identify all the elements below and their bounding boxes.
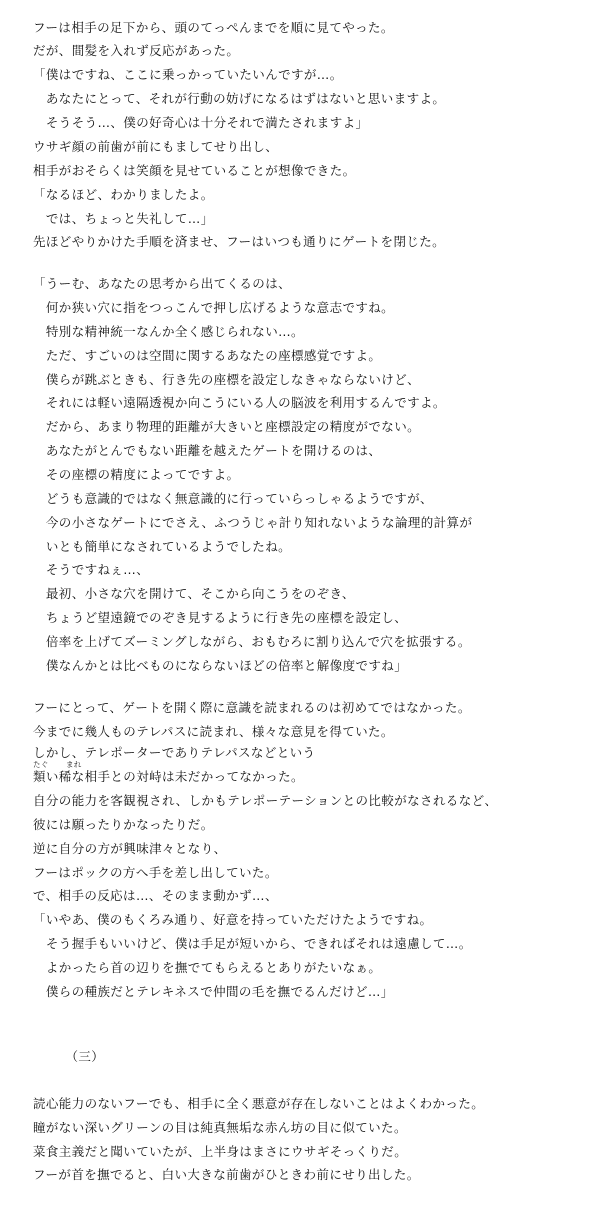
text-line: どうも意識的ではなく無意識的に行っていらっしゃるようですが、 bbox=[33, 491, 433, 506]
text-line: あなたにとって、それが行動の妨げになるはずはないと思いますよ。 bbox=[33, 91, 446, 106]
text-line: フーにとって、ゲートを開く際に意識を読まれるのは初めてではなかった。 bbox=[33, 700, 471, 715]
text-line: 「なるほど、わかりましたよ。 bbox=[33, 187, 214, 202]
text-line: あなたがとんでもない距離を越えたゲートを開けるのは、 bbox=[33, 443, 382, 458]
text-line: 何か狭い穴に指をつっこんで押し広げるような意志ですね。 bbox=[33, 300, 395, 315]
text-line: で、相手の反応は…、そのまま動かず…、 bbox=[33, 888, 278, 903]
text-line: 僕らの種族だとテレキネスで仲間の毛を撫でるんだけど…」 bbox=[33, 984, 394, 999]
text-line: 倍率を上げてズーミングしながら、おもむろに割り込んで穴を拡張する。 bbox=[33, 634, 471, 649]
text-line: 彼には願ったりかなったりだ。 bbox=[33, 817, 214, 832]
text-line: 菜食主義だと聞いていたが、上半身はまさにウサギそっくりだ。 bbox=[33, 1144, 408, 1159]
text-line: その座標の精度によってですよ。 bbox=[33, 467, 240, 482]
text-line: フーは相手の足下から、頭のてっぺんまでを順に見てやった。 bbox=[33, 20, 394, 35]
text-line: 今までに幾人ものテレパスに読まれ、様々な意見を得ていた。 bbox=[33, 724, 394, 739]
text-line: 逆に自分の方が興味津々となり、 bbox=[33, 841, 227, 856]
ruby-annotation: まれ bbox=[66, 760, 82, 769]
text-line: そうそう…、僕の好奇心は十分それで満たされますよ」 bbox=[33, 115, 369, 130]
text-line: そうですねぇ…、 bbox=[33, 562, 150, 577]
text-line: しかし、テレポーターでありテレパスなどという bbox=[33, 745, 316, 760]
text-line: 瞳がない深いグリーンの目は純真無垢な赤ん坊の目に似ていた。 bbox=[33, 1120, 407, 1135]
text-line: 「僕はですね、ここに乗っかっていたいんですが…。 bbox=[33, 67, 343, 82]
text-line: だから、あまり物理的距離が大きいと座標設定の精度がでない。 bbox=[33, 419, 421, 434]
text-line: そう握手もいいけど、僕は手足が短いから、できればそれは遠慮して…。 bbox=[33, 936, 472, 951]
text-line: では、ちょっと失礼して…」 bbox=[33, 211, 214, 226]
text-line: フーが首を撫でると、白い大きな前歯がひときわ前にせり出した。 bbox=[33, 1167, 420, 1182]
text-line: 「いやあ、僕のもくろみ通り、好意を持っていただけたようですね。 bbox=[33, 912, 433, 927]
text-line: 僕なんかとは比べものにならないほどの倍率と解像度ですね」 bbox=[33, 658, 408, 673]
text-line: 読心能力のないフーでも、相手に全く悪意が存在しないことはよくわかった。 bbox=[33, 1096, 485, 1111]
text-line: ただ、すごいのは空間に関するあなたの座標感覚ですよ。 bbox=[33, 348, 382, 363]
text-line: ウサギ顔の前歯が前にもましてせり出し、 bbox=[33, 139, 279, 154]
text-line: フーはポックの方へ手を差し出していた。 bbox=[33, 865, 278, 880]
text-line: ちょうど望遠鏡でのぞき見するように行き先の座標を設定し、 bbox=[33, 610, 408, 625]
text-line: 今の小さなゲートにでさえ、ふつうじゃ計り知れないような論理的計算が bbox=[33, 515, 473, 530]
text-line: 相手がおそらくは笑顔を見せていることが想像できた。 bbox=[33, 163, 356, 178]
text-line: 最初、小さな穴を開けて、そこから向こうをのぞき、 bbox=[33, 586, 355, 601]
text-line: 「うーむ、あなたの思考から出てくるのは、 bbox=[33, 276, 292, 291]
text-line: 僕らが跳ぶときも、行き先の座標を設定しなきゃならないけど、 bbox=[33, 372, 421, 387]
text-line: 特別な精神統一なんか全く感じられない…。 bbox=[33, 324, 304, 339]
text-line: 先ほどやりかけた手順を済ませ、フーはいつも通りにゲートを閉じた。 bbox=[33, 234, 446, 249]
text-line: 自分の能力を客観視され、しかもテレポーテーションとの比較がなされるなど、 bbox=[33, 793, 498, 808]
text-line: だが、間髪を入れず反応があった。 bbox=[33, 43, 240, 58]
ruby-annotation: たぐ bbox=[33, 760, 49, 769]
text-line: よかったら首の辺りを撫でてもらえるとありがたいなぁ。 bbox=[33, 960, 382, 975]
text-line: それには軽い遠隔透視か向こうにいる人の脳波を利用するんですよ。 bbox=[33, 395, 446, 410]
text-line: いとも簡単になされているようでしたね。 bbox=[33, 539, 292, 554]
chapter-heading: （三） bbox=[33, 1049, 105, 1064]
text-line: 類い稀な相手との対峙は未だかってなかった。 bbox=[33, 769, 304, 784]
